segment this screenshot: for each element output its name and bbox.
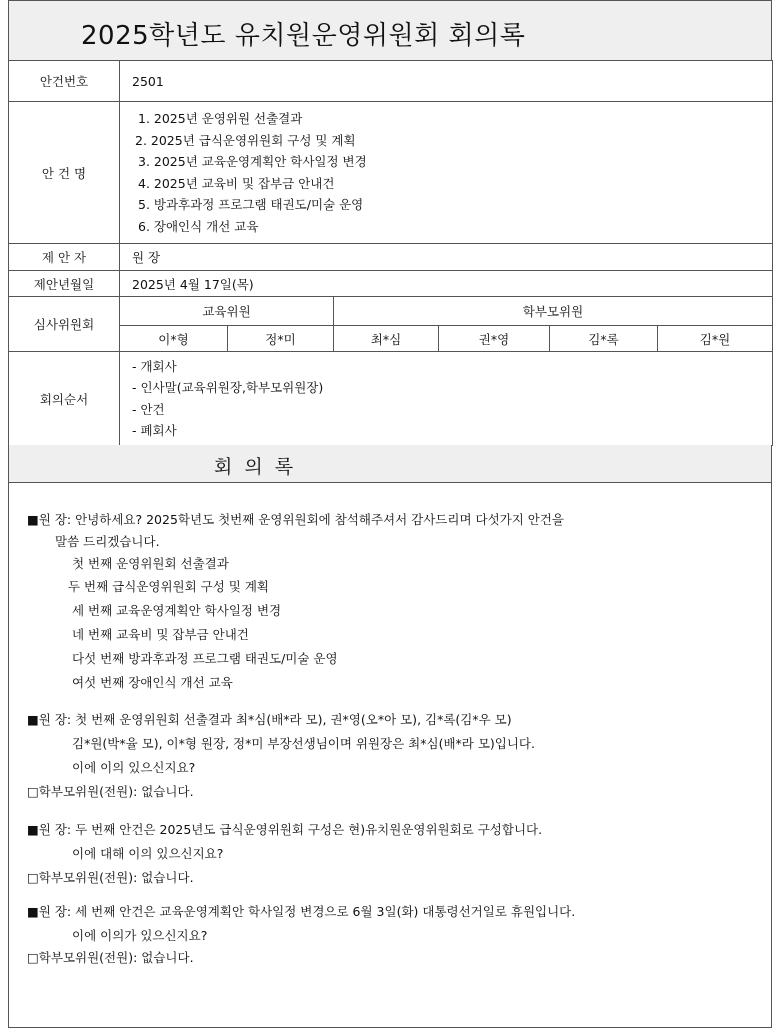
order-item: - 인사말(교육위원장,학부모위원장) [132, 380, 324, 395]
minutes-line: 이에 이의가 있으신지요? [72, 928, 208, 943]
minutes-body [8, 482, 772, 1028]
minutes-line: ■원 장: 안녕하세요? 2025학년도 첫번째 운영위원회에 참석해주셔서 감사드리며 다섯가지 안건을 [27, 512, 565, 527]
minutes-line: □학부모위원(전원): 없습니다. [27, 870, 194, 885]
order-item: - 개회사 [132, 358, 177, 374]
minutes-line: ■원 장: 첫 번째 운영위원회 선출결과 최*심(배*라 모), 권*영(오*아 모), 김*록(김*우 모) [27, 712, 512, 727]
member-name: 정*미 [228, 326, 334, 352]
agenda-list [120, 102, 773, 244]
agenda-item: 5. 방과후과정 프로그램 태권도/미술 운영 [138, 197, 364, 212]
member-name: 이*형 [120, 326, 228, 352]
parent-members-header: 학부모위원 [334, 297, 773, 326]
minutes-line: ■원 장: 세 번째 안건은 교육운영계획안 학사일정 변경으로 6월 3일(화) 대통령선거일로 휴원입니다. [27, 904, 576, 919]
minutes-line: 세 번째 교육운영계획안 학사일정 변경 [72, 603, 282, 618]
title-row [8, 0, 772, 61]
minutes-line: 말씀 드리겠습니다. [55, 534, 160, 549]
order-list [120, 352, 773, 446]
minutes-heading: 회 의 록 [214, 456, 297, 478]
minutes-line: 첫 번째 운영위원회 선출결과 [72, 556, 229, 571]
agenda-item: 1. 2025년 운영위원 선출결과 [138, 111, 303, 126]
agenda-no-label: 안건번호 [9, 61, 120, 102]
minutes-line: 다섯 번째 방과후과정 프로그램 태권도/미술 운영 [72, 651, 338, 666]
order-item: - 안건 [132, 401, 165, 417]
minutes-line: 이에 대해 이의 있으신지요? [72, 846, 224, 861]
minutes-line: □학부모위원(전원): 없습니다. [27, 950, 194, 965]
minutes-line: 김*원(박*율 모), 이*형 원장, 정*미 부장선생님이며 위원장은 최*심(배*라 모)입니다. [72, 736, 535, 751]
member-name: 김*록 [550, 326, 658, 352]
member-name: 최*심 [334, 326, 439, 352]
date-value: 2025년 4월 17일(목) [120, 271, 773, 297]
date-label: 제안년월일 [9, 271, 120, 297]
document [8, 0, 772, 1029]
minutes-line: 이에 이의 있으신지요? [72, 760, 196, 775]
edu-members-header: 교육위원 [120, 297, 334, 326]
agenda-item: 4. 2025년 교육비 및 잡부금 안내건 [138, 175, 335, 191]
minutes-line: 여섯 번째 장애인식 개선 교육 [72, 675, 233, 690]
minutes-line: ■원 장: 두 번째 안건은 2025년도 급식운영위원회 구성은 현)유치원운영위원회로 구성합니다. [27, 822, 543, 837]
minutes-line: 네 번째 교육비 및 잡부금 안내건 [72, 627, 249, 642]
member-name: 김*원 [658, 326, 773, 352]
meta-table [8, 60, 773, 446]
agenda-no-value: 2501 [120, 61, 773, 102]
proposer-label: 제 안 자 [9, 244, 120, 271]
committee-label: 심사위원회 [9, 297, 120, 352]
agenda-item: 6. 장애인식 개선 교육 [138, 218, 259, 234]
minutes-line: 두 번째 급식운영위원회 구성 및 계획 [68, 579, 269, 594]
order-item: - 폐회사 [132, 423, 177, 438]
document-title: 2025학년도 유치원운영위원회 회의록 [81, 21, 526, 51]
member-name: 권*영 [439, 326, 550, 352]
order-label: 회의순서 [9, 352, 120, 446]
proposer-value: 원 장 [120, 244, 773, 271]
agenda-name-label: 안 건 명 [9, 102, 120, 244]
agenda-item: 3. 2025년 교육운영계획안 학사일정 변경 [138, 154, 367, 169]
minutes-heading-row [8, 445, 772, 483]
agenda-item: 2. 2025년 급식운영위원회 구성 및 계획 [135, 132, 356, 148]
minutes-line: □학부모위원(전원): 없습니다. [27, 784, 194, 799]
